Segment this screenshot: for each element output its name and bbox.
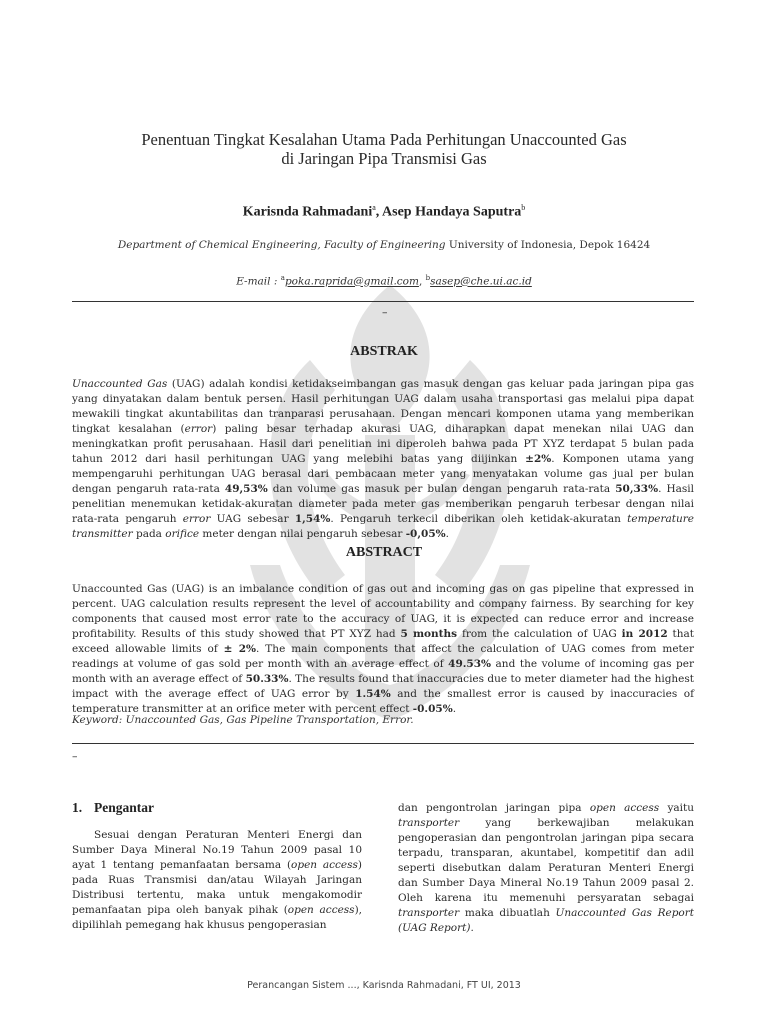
email-line (60, 274, 708, 288)
right-text-1: dan pengontrolan jaringan pipa (398, 802, 590, 814)
abstract-smallest-value: -0.05% (412, 703, 453, 715)
abstrak-smallest-value: -0,05% (405, 528, 446, 540)
paper-title (60, 130, 708, 168)
right-term-transporter: transporter (398, 817, 460, 829)
author-1-superscript: a (372, 203, 376, 212)
abstrak-diameter-value: 1,54% (294, 513, 331, 525)
abstract-text-2: from the calculation of UAG (457, 628, 622, 640)
author-separator: , (375, 204, 383, 220)
abstract-text-4: . The main components that affect the calculation of UAG comes from meter readings at volume of gas sold per month with an average effect of (72, 643, 695, 670)
right-text-3: yang berkewajiban melakukan pengoperasian dan pengontrolan jaringan pipa secara terpadu, transparan, akuntabel, kompetitif dan adil seperti disebutkan dalam Peraturan Menteri Energi dan Sumber Daya Mineral No.19 Tahun 2009 pasal 2. Oleh karena itu memenuhi persyaratan sebagai (398, 817, 694, 904)
abstrak-limit-value: ±2% (525, 453, 552, 465)
bottom-divider (72, 743, 694, 744)
abstrak-incoming-value: 50,33% (615, 483, 659, 495)
page-footer: Perancangan Sistem ..., Karisnda Rahmadani, FT UI, 2013 (247, 980, 521, 991)
abstract-year-value: in 2012 (621, 628, 668, 640)
author-1: Karisnda Rahmadani (242, 204, 373, 220)
abstrak-text-10: . (445, 528, 449, 540)
email-link-b[interactable]: sasep@che.ui.ac.id (430, 275, 532, 288)
abstract-diameter-value: 1.54% (355, 688, 391, 700)
abstrak-text-5: . Hasil penelitian menemukan ketidak-akuratan diameter pada meter gas memberikan pengaruh terbesar dengan nilai rata-rata pengaruh (72, 483, 694, 525)
email-separator: , (418, 275, 426, 288)
abstract-text-7: and the smallest error is caused by inaccuracies of temperature transmitter at an orifice meter with percent effect (72, 688, 694, 715)
abstract-sold-value: 49.53% (448, 658, 491, 670)
right-text-5: . (470, 922, 474, 934)
abstrak-term-error: error (184, 423, 213, 435)
abstract-heading: ABSTRACT (345, 545, 423, 560)
keywords: Keyword: Unaccounted Gas, Gas Pipeline Transportation, Error. (72, 714, 414, 726)
affiliation-university: University of Indonesia, Depok 16424 (445, 239, 651, 251)
email-link-a[interactable]: poka.raprida@gmail.com (284, 275, 419, 288)
left-column-text (72, 828, 362, 933)
left-term-open-access-2: open access (287, 904, 355, 916)
affiliation (60, 239, 708, 251)
abstract-paragraph (72, 582, 694, 717)
abstrak-text-4: dan volume gas masuk per bulan dengan pengaruh rata-rata (267, 483, 616, 495)
abstrak-text-3: . Komponen utama yang mempengaruhi perhitungan UAG berasal dari pembacaan meter yang menyatakan volume gas jual per bulan dengan pengaruh rata-rata (72, 453, 695, 495)
section-1-number: 1. (72, 800, 83, 815)
section-1-title: Pengantar (94, 800, 154, 815)
right-term-open-access: open access (589, 802, 660, 814)
abstrak-heading: ABSTRAK (350, 344, 418, 359)
bottom-divider-dash: – (72, 750, 78, 763)
abstract-text-3: that exceed allowable limits of (72, 628, 694, 655)
abstrak-text-1: (UAG) adalah kondisi ketidakseimbangan gas masuk dengan gas keluar pada jaringan pipa gas yang dinyatakan dalam bentuk persen. Hasil perhitungan UAG dalam usaha transportasi gas melalui pipa dapat mewakili tingkat akuntabilitas dan tranparasi perusahaan. Dengan mencari komponen utama yang memberikan tingkat kesalahan ( (72, 378, 695, 435)
affiliation-department: Department of Chemical Engineering, Faculty of Engineering (117, 239, 446, 251)
abstrak-text-9: meter dengan nilai pengaruh sebesar (199, 528, 406, 540)
left-text-1: Sesuai dengan Peraturan Menteri Energi dan Sumber Daya Mineral No.19 Tahun 2009 pasal 10 ayat 1 tentang pemanfaatan bersama ( (72, 829, 362, 871)
abstrak-sold-value: 49,53% (224, 483, 268, 495)
author-list (60, 203, 708, 221)
top-divider (72, 301, 694, 302)
right-text-4: maka dibuatlah (459, 907, 556, 919)
email-a-superscript: a (280, 274, 285, 282)
right-column-text (398, 801, 694, 936)
left-text-3: ), dipilihlah pemegang hak khusus pengoperasian (72, 904, 362, 931)
abstrak-term-uag: Unaccounted Gas (72, 378, 168, 390)
email-b-superscript: b (425, 274, 431, 282)
abstract-incoming-value: 50.33% (245, 673, 289, 685)
abstract-text-5: and the volume of incoming gas per month with an average effect of (72, 658, 694, 685)
abstrak-paragraph (72, 377, 694, 542)
section-1-heading (72, 800, 154, 816)
author-2-superscript: b (521, 203, 526, 212)
top-divider-dash: – (382, 306, 388, 319)
author-2: Asep Handaya Saputra (382, 204, 522, 220)
abstrak-text-6: UAG sebesar (210, 513, 295, 525)
right-term-uag-report: Unaccounted Gas Report (UAG Report) (398, 907, 694, 934)
left-text-2: ) pada Ruas Transmisi dan/atau Wilayah Jaringan Distribusi tertentu, maka untuk mengakomodir pemanfaatan pipa oleh banyak pihak ( (72, 859, 362, 916)
right-text-2: yaitu (659, 802, 694, 814)
abstract-text-1: Unaccounted Gas (UAG) is an imbalance condition of gas out and incoming gas on gas pipeline that expressed in percent. UAG calculation results represent the level of accountability and company fairness. By searching for key components that caused most error rate to the accuracy of UAG, it is expected can reduce error and increase profitability. Results of this study showed that PT XYZ had (72, 583, 694, 640)
abstrak-text-2: ) paling besar terhadap akurasi UAG, diharapkan dapat menekan nilai UAG dan meningkatkan profit perusahaan. Hasil dari penelitian ini diperoleh bahwa pada PT XYZ terdapat 5 bulan pada tahun 2012 dari hasil perhitungan UAG yang melebihi batas yang diijinkan (72, 423, 694, 465)
title-line-1: Penentuan Tingkat Kesalahan Utama Pada Perhitungan Unaccounted Gas (141, 130, 627, 149)
abstrak-term-temperature: temperature transmitter (72, 513, 694, 540)
abstract-text-6: . The results found that inaccuracies due to meter diameter had the highest impact with the average effect of UAG error by (72, 673, 694, 700)
abstrak-text-8: pada (132, 528, 166, 540)
left-term-open-access: open access (291, 859, 358, 871)
abstract-text-8: . (452, 703, 457, 715)
abstrak-term-error-2: error (182, 513, 211, 525)
right-term-transporter-2: transporter (398, 907, 460, 919)
abstrak-text-7: . Pengaruh terkecil diberikan oleh ketidak-akuratan (330, 513, 628, 525)
abstract-limit-value: ± 2% (223, 643, 257, 655)
abstract-months-value: 5 months (400, 628, 458, 640)
abstrak-term-orifice: orifice (165, 528, 200, 540)
email-label: E-mail : (236, 275, 281, 288)
title-line-2: di Jaringan Pipa Transmisi Gas (281, 149, 487, 168)
